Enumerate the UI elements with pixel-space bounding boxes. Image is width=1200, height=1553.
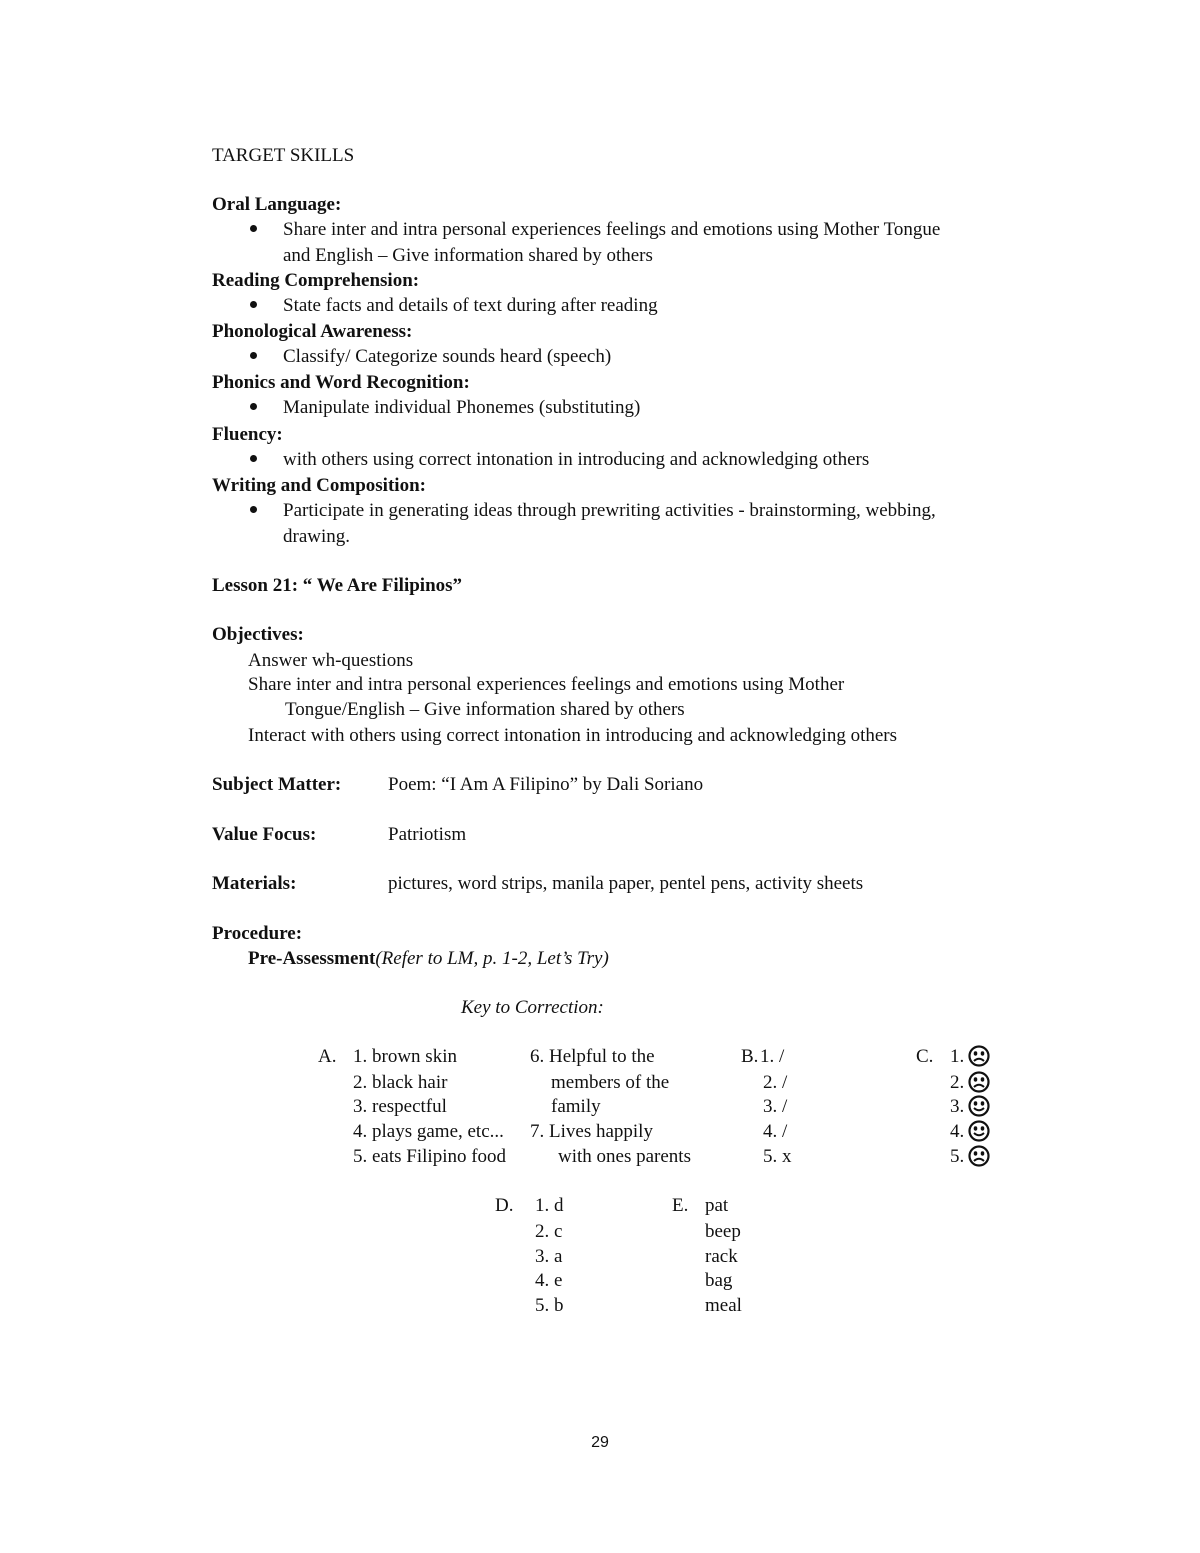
key-d-item: 4. e <box>535 1270 563 1291</box>
skill-title-writing: Writing and Composition: <box>212 475 426 496</box>
skill-title-oral-language: Oral Language: <box>212 194 342 215</box>
key-d-label: D. <box>495 1195 514 1216</box>
sad-face-icon <box>968 1071 990 1093</box>
key-a-item: 2. black hair <box>353 1072 448 1093</box>
skill-title-fluency: Fluency: <box>212 424 283 445</box>
pre-assessment <box>248 949 609 968</box>
objective-item: Answer wh-questions <box>248 650 414 671</box>
page-number: 29 <box>591 1434 609 1451</box>
value-focus-value: Patriotism <box>388 824 467 845</box>
key-a-item: 5. eats Filipino food <box>353 1146 507 1167</box>
skill-item: drawing. <box>283 526 351 547</box>
bullet-icon <box>250 403 257 410</box>
bullet-icon <box>250 352 257 359</box>
key-d-item: 5. b <box>535 1295 564 1316</box>
objective-item: Tongue/English – Give information shared by others <box>285 699 685 720</box>
bullet-icon <box>250 506 257 513</box>
lesson-title: Lesson 21: “ We Are Filipinos” <box>212 575 463 596</box>
sad-face-icon <box>968 1145 990 1167</box>
key-a2-item: members of the <box>551 1072 670 1093</box>
pre-assessment-ref: (Refer to LM, p. 1-2, Let’s Try) <box>375 948 609 969</box>
subject-matter-label: Subject Matter: <box>212 774 342 795</box>
happy-face-icon <box>968 1095 990 1117</box>
key-e-item: meal <box>705 1295 742 1316</box>
skill-item: Participate in generating ideas through prewriting activities - brainstorming, webbing, <box>283 500 936 521</box>
objective-item: Share inter and intra personal experiences feelings and emotions using Mother <box>248 674 845 695</box>
key-a-item: 3. respectful <box>353 1096 447 1117</box>
key-c-number: 2. <box>950 1072 965 1093</box>
objectives-label: Objectives: <box>212 624 304 645</box>
subject-matter-value: Poem: “I Am A Filipino” by Dali Soriano <box>388 774 704 795</box>
skill-title-phonics: Phonics and Word Recognition: <box>212 372 470 393</box>
skill-item: Share inter and intra personal experiences feelings and emotions using Mother Tongue <box>283 219 941 240</box>
key-d-item: 1. d <box>535 1195 564 1216</box>
value-focus-label: Value Focus: <box>212 824 317 845</box>
key-c-number: 1. <box>950 1046 965 1067</box>
key-b-item: 5. x <box>763 1146 792 1167</box>
sad-face-icon <box>968 1045 990 1067</box>
bullet-icon <box>250 225 257 232</box>
bullet-icon <box>250 455 257 462</box>
key-a2-item: family <box>551 1096 601 1117</box>
key-a2-item: with ones parents <box>558 1146 691 1167</box>
key-e-item: beep <box>705 1221 741 1242</box>
skill-item: Classify/ Categorize sounds heard (speech) <box>283 346 612 367</box>
skill-item: Manipulate individual Phonemes (substituting) <box>283 397 641 418</box>
key-c-label: C. <box>916 1046 934 1067</box>
key-e-item: pat <box>705 1195 729 1216</box>
key-e-label: E. <box>672 1195 689 1216</box>
key-d-item: 3. a <box>535 1246 563 1267</box>
key-c-number: 3. <box>950 1096 965 1117</box>
key-d-item: 2. c <box>535 1221 563 1242</box>
key-c-number: 5. <box>950 1146 965 1167</box>
bullet-icon <box>250 301 257 308</box>
key-a-item: 4. plays game, etc... <box>353 1121 504 1142</box>
skill-title-reading-comprehension: Reading Comprehension: <box>212 270 420 291</box>
key-a-item: 1. brown skin <box>353 1046 457 1067</box>
key-a2-item: 6. Helpful to the <box>530 1046 655 1067</box>
key-a2-item: 7. Lives happily <box>530 1121 653 1142</box>
procedure-label: Procedure: <box>212 923 303 944</box>
happy-face-icon <box>968 1120 990 1142</box>
section-heading: TARGET SKILLS <box>212 145 355 166</box>
skill-item: with others using correct intonation in introducing and acknowledging others <box>283 449 870 470</box>
materials-value: pictures, word strips, manila paper, pentel pens, activity sheets <box>388 873 864 894</box>
objective-item: Interact with others using correct intonation in introducing and acknowledging others <box>248 725 897 746</box>
skill-item: State facts and details of text during after reading <box>283 295 658 316</box>
key-e-item: bag <box>705 1270 733 1291</box>
key-title: Key to Correction: <box>461 997 604 1018</box>
pre-assessment-label: Pre-Assessment <box>248 948 376 969</box>
skill-title-phonological-awareness: Phonological Awareness: <box>212 321 413 342</box>
skill-item: and English – Give information shared by others <box>283 245 653 266</box>
key-b-item: 1. / <box>760 1046 785 1067</box>
key-b-item: 4. / <box>763 1121 788 1142</box>
key-b-item: 3. / <box>763 1096 788 1117</box>
key-b-label: B. <box>741 1046 759 1067</box>
key-c-number: 4. <box>950 1121 965 1142</box>
key-e-item: rack <box>705 1246 738 1267</box>
key-a-label: A. <box>318 1046 337 1067</box>
materials-label: Materials: <box>212 873 297 894</box>
key-b-item: 2. / <box>763 1072 788 1093</box>
